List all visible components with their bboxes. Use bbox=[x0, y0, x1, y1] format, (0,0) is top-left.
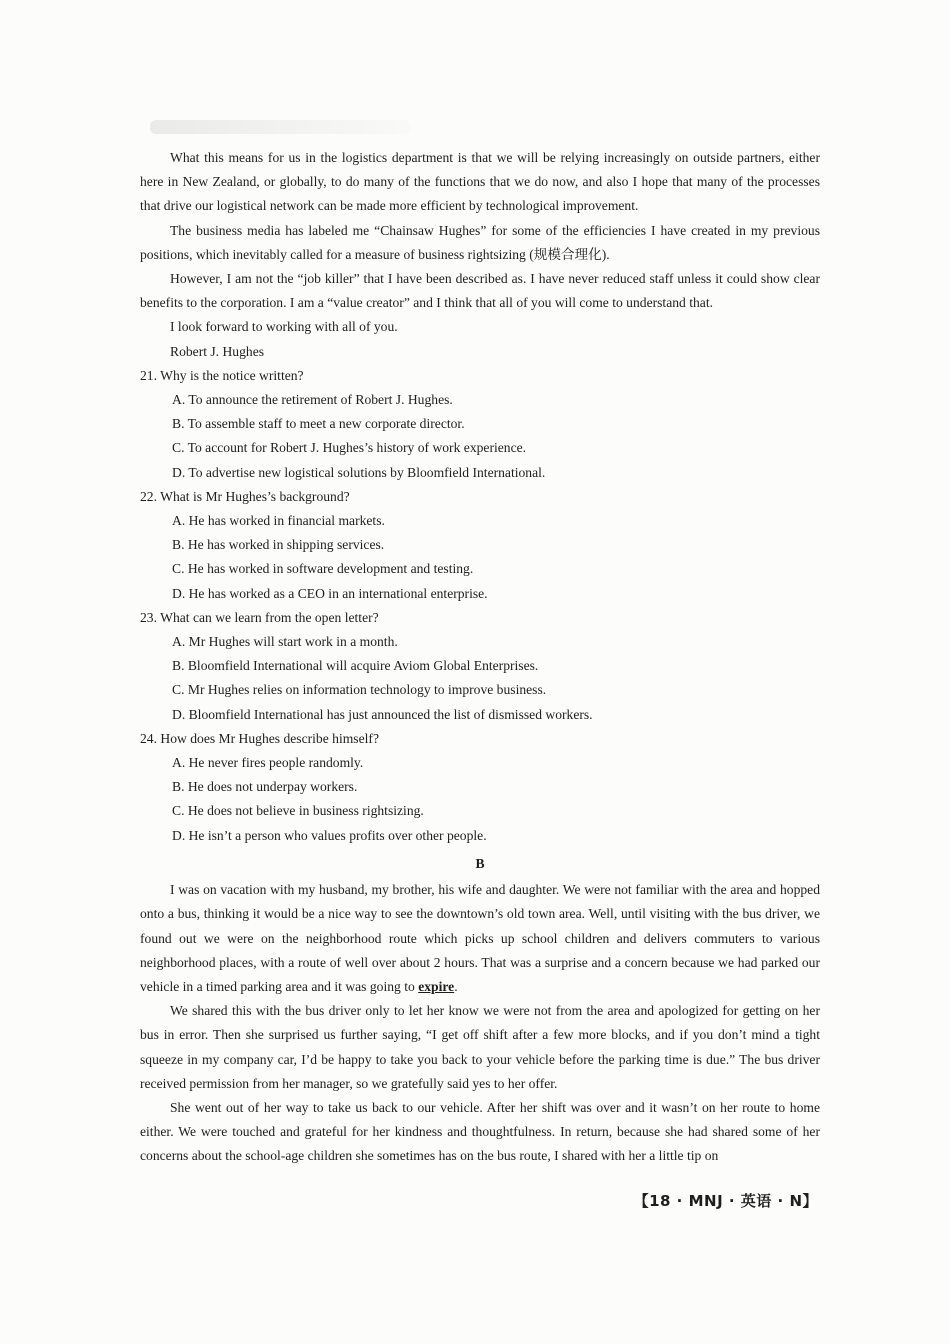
answer-option: A. To announce the retirement of Robert J. Hughes. bbox=[172, 392, 453, 408]
page-content bbox=[140, 146, 820, 1169]
answer-option: A. He has worked in financial markets. bbox=[172, 513, 385, 529]
question-24 bbox=[140, 727, 820, 848]
passage-b-paragraph bbox=[140, 878, 820, 999]
passage-b-text: I was on vacation with my husband, my brother, his wife and daughter. We were not familiar with the area and hopped onto a bus, thinking it would be a nice way to see the downtown’s old town area. Well, until visiting with the bus driver, we found out we were on the neighborhood route which picks up school children and delivers commuters to various neighborhood places, with a route of well over about 2 hours. That was a surprise and a concern because we had parked our vehicle in a timed parking area and it was going to bbox=[140, 882, 820, 994]
passage-a-paragraph: The business media has labeled me “Chainsaw Hughes” for some of the efficiencies I have created in my previous positions, which inevitably called for a measure of business rightsizing (规模合理化). bbox=[140, 222, 820, 262]
page-footer: 【18 · MNJ · 英语 · N】 bbox=[633, 1192, 818, 1210]
passage-a-paragraph: I look forward to working with all of you. bbox=[170, 319, 398, 335]
question-22 bbox=[140, 485, 820, 606]
answer-option: D. He isn’t a person who values profits over other people. bbox=[172, 827, 487, 843]
answer-option: B. Bloomfield International will acquire Aviom Global Enterprises. bbox=[172, 658, 539, 674]
letter-signature: Robert J. Hughes bbox=[170, 343, 265, 359]
question-stem: 24. How does Mr Hughes describe himself? bbox=[140, 730, 379, 746]
section-title: B bbox=[475, 855, 485, 871]
question-stem: 21. Why is the notice written? bbox=[140, 367, 304, 383]
question-stem: 22. What is Mr Hughes’s background? bbox=[140, 488, 350, 504]
answer-option: D. To advertise new logistical solutions by Bloomfield International. bbox=[172, 464, 546, 480]
question-stem: 23. What can we learn from the open letter? bbox=[140, 609, 379, 625]
passage-b-text: . bbox=[454, 978, 458, 994]
answer-option: D. He has worked as a CEO in an international enterprise. bbox=[172, 585, 488, 601]
answer-option: C. Mr Hughes relies on information technology to improve business. bbox=[172, 682, 547, 698]
answer-option: A. Mr Hughes will start work in a month. bbox=[172, 634, 398, 650]
key-word: expire bbox=[418, 978, 455, 994]
answer-option: C. He has worked in software development and testing. bbox=[172, 561, 474, 577]
answer-option: B. He has worked in shipping services. bbox=[172, 537, 385, 553]
answer-option: C. He does not believe in business rightsizing. bbox=[172, 803, 424, 819]
passage-b-paragraph: She went out of her way to take us back to our vehicle. After her shift was over and it wasn’t on her route to home either. We were touched and grateful for her kindness and thoughtfulness. In return, because she had shared some of her concerns about the school-age children she sometimes has on the bus route, I shared with her a little tip on bbox=[140, 1099, 820, 1164]
answer-option: A. He never fires people randomly. bbox=[172, 755, 364, 771]
question-21 bbox=[140, 364, 820, 485]
passage-b-paragraph: We shared this with the bus driver only to let her know we were not from the area and apologized for getting on her bus in error. Then she surprised us further saying, “I get off shift after a few more blocks, and if you don’t mind a tight squeeze in my company car, I’d be happy to take you back to your vehicle before the parking time is due.” The bus driver received permission from her manager, so we gratefully said yes to her offer. bbox=[140, 1003, 820, 1091]
passage-a-paragraph: What this means for us in the logistics department is that we will be relying increasingly on outside partners, either here in New Zealand, or globally, to do many of the functions that we do now, and also I hope that many of the processes that drive our logistical network can be made more efficient by technological improvement. bbox=[140, 150, 820, 214]
answer-option: B. To assemble staff to meet a new corporate director. bbox=[172, 416, 465, 432]
question-23 bbox=[140, 606, 820, 727]
answer-option: B. He does not underpay workers. bbox=[172, 779, 358, 795]
passage-a-paragraph: However, I am not the “job killer” that I have been described as. I have never reduced staff unless it could show clear benefits to the corporation. I am a “value creator” and I think that all of you will come to understand that. bbox=[140, 271, 820, 311]
answer-option: D. Bloomfield International has just announced the list of dismissed workers. bbox=[172, 706, 593, 722]
answer-option: C. To account for Robert J. Hughes’s history of work experience. bbox=[172, 440, 527, 456]
scan-smudge bbox=[150, 120, 410, 134]
